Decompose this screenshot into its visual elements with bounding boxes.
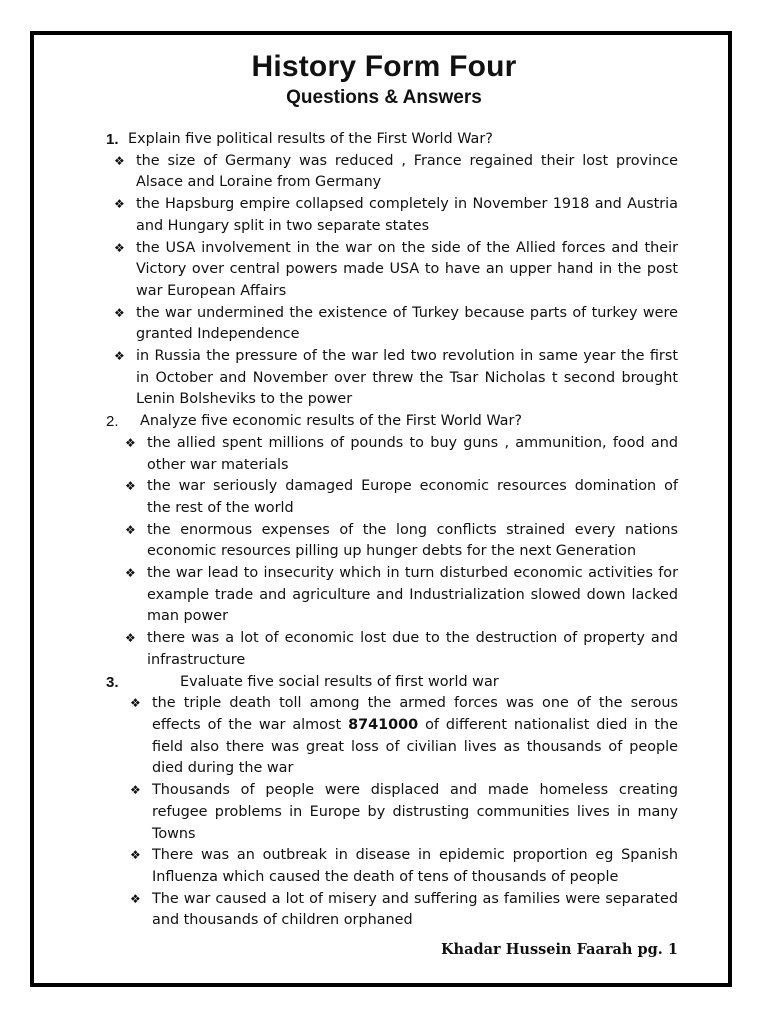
diamond-bullet-icon: ❖ [125,566,136,581]
answer-list-1 [106,151,678,411]
answer-list-2 [106,433,678,672]
list-item: ❖ The war caused a lot of misery and suffering as families were separated and thousands of children orphaned [130,890,678,929]
page-subtitle: Questions & Answers [286,87,482,108]
answer-list-3 [106,693,678,932]
list-item: ❖ the war undermined the existence of Turkey because parts of turkey were granted Independence [114,304,678,343]
page-title: History Form Four [251,50,517,83]
diamond-bullet-icon: ❖ [125,479,136,494]
diamond-bullet-icon: ❖ [125,435,136,450]
diamond-bullet-icon: ❖ [125,631,136,646]
list-item: ❖ the allied spent millions of pounds to buy guns , ammunition, food and other war materials [125,434,678,473]
question-3 [106,672,678,694]
list-item: ❖ Thousands of people were displaced and made homeless creating refugee problems in Europe by distrusting communities lives in many Towns [130,782,678,842]
list-item: ❖ the USA involvement in the war on the side of the Allied forces and their Victory over central powers made USA to have an upper hand in the post war European Affairs [114,239,678,299]
question-number: 2. [106,413,119,431]
diamond-bullet-icon: ❖ [114,197,125,212]
diamond-bullet-icon: ❖ [114,349,125,364]
list-item: ❖ the triple death toll among the armed forces was one of the serous effects of the war almost 8741000 of different nationalist died in the field also there was great loss of civilian lives as thousands of people died during the war [130,695,678,777]
question-number: 3. [106,673,119,691]
diamond-bullet-icon: ❖ [130,891,141,906]
diamond-bullet-icon: ❖ [114,305,125,320]
diamond-bullet-icon: ❖ [114,240,125,255]
diamond-bullet-icon: ❖ [130,848,141,863]
diamond-bullet-icon: ❖ [130,696,141,711]
diamond-bullet-icon: ❖ [125,522,136,537]
list-item: ❖ the size of Germany was reduced , France regained their lost province Alsace and Loraine from Germany [114,152,678,191]
list-item: ❖ the war lead to insecurity which in turn disturbed economic activities for example trade and agriculture and Industrialization slowed down lacked man power [125,565,678,625]
list-item: ❖ there was a lot of economic lost due to the destruction of property and infrastructure [125,630,678,668]
list-item: ❖ the Hapsburg empire collapsed completely in November 1918 and Austria and Hungary split in two separate states [114,196,678,234]
list-item: ❖ the war seriously damaged Europe economic resources domination of the rest of the world [125,478,678,516]
page-footer: Khadar Hussein Faarah pg. 1 [440,941,678,958]
question-text: Explain five political results of the First World War? [128,131,493,147]
list-item: ❖ in Russia the pressure of the war led two revolution in same year the first in October and November over threw the Tsar Nicholas t second brought Lenin Bolsheviks to the power [114,348,678,408]
list-item: ❖ the enormous expenses of the long conflicts strained every nations economic resources pilling up hunger debts for the next Generation [125,521,678,560]
diamond-bullet-icon: ❖ [130,783,141,798]
question-text: Analyze five economic results of the First World War? [140,413,523,430]
diamond-bullet-icon: ❖ [114,153,125,168]
question-number: 1. [106,131,119,148]
question-text: Evaluate five social results of first world war [180,673,499,690]
question-2 [106,411,678,433]
document-body [106,129,678,932]
death-toll-figure: 8741000 [348,716,419,733]
question-1 [106,129,678,151]
list-item: ❖ There was an outbreak in disease in epidemic proportion eg Spanish Influenza which caused the death of tens of thousands of people [130,847,678,885]
